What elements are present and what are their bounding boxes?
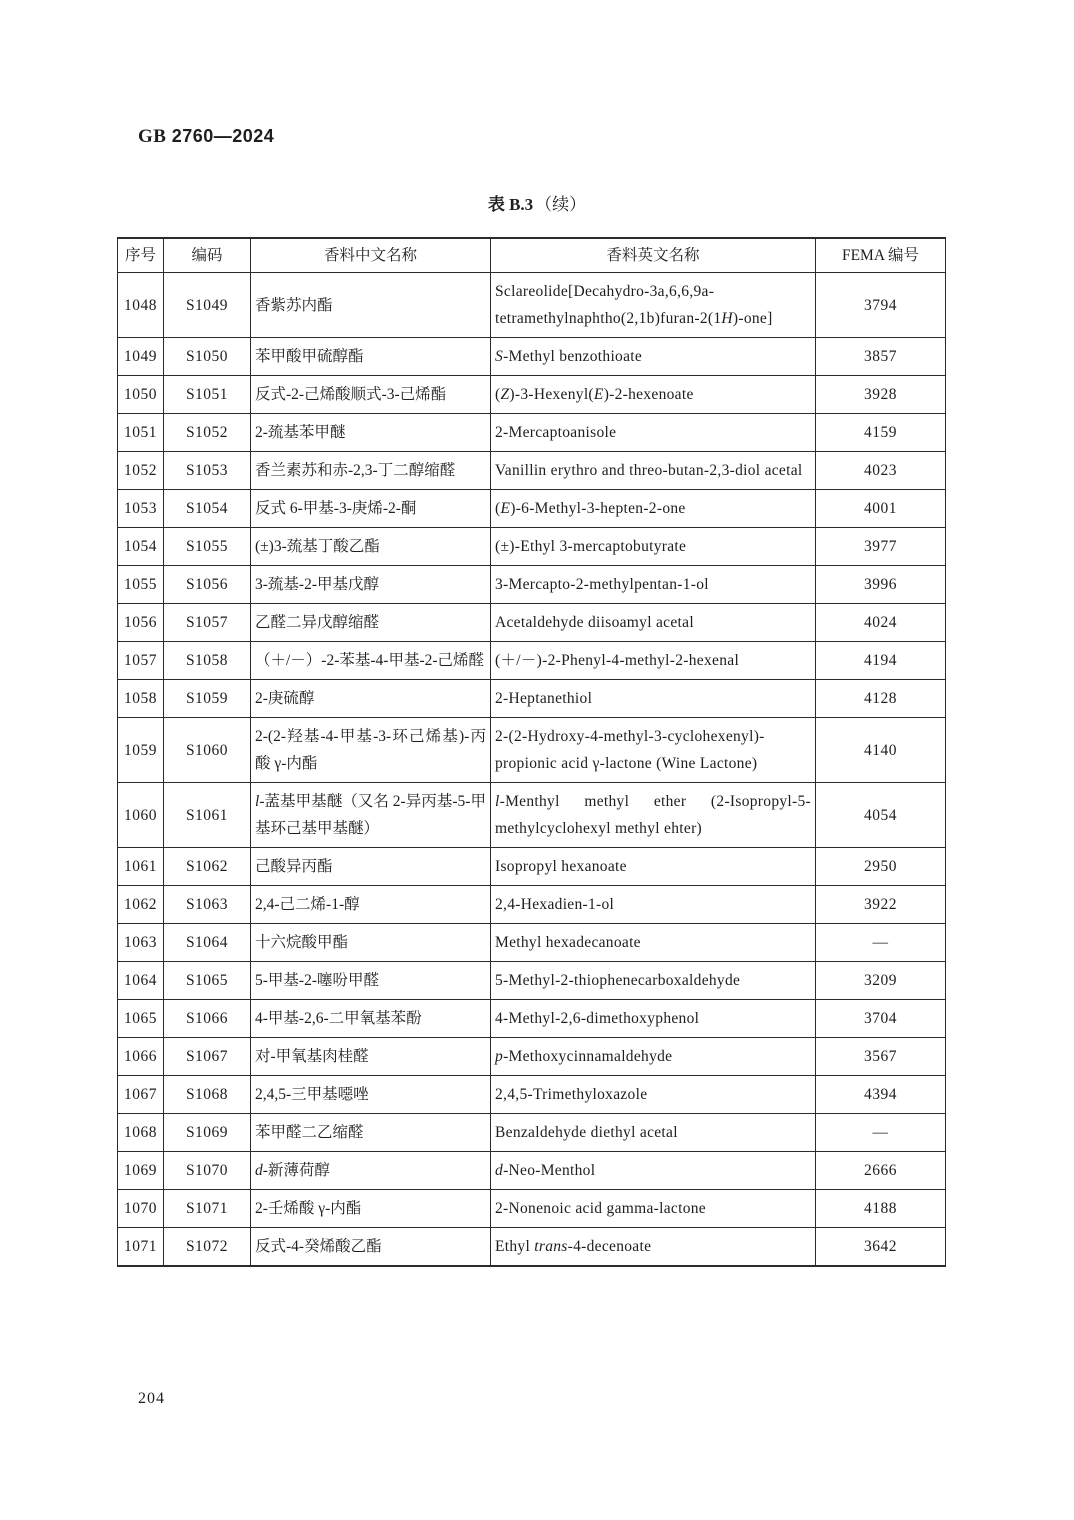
code-cell: S1061 (164, 783, 251, 848)
table-row (118, 1228, 946, 1267)
code-cell: S1058 (164, 642, 251, 680)
en-name-cell: Sclareolide[Decahydro-3a,6,6,9a-tetramethylnaphtho(2,1b)furan-2(1H)-one] (491, 273, 816, 338)
fema-cell: 3928 (816, 376, 946, 414)
col-header-code: 编码 (164, 238, 251, 273)
code-cell: S1053 (164, 452, 251, 490)
fema-cell: 3996 (816, 566, 946, 604)
fema-cell: 4188 (816, 1190, 946, 1228)
cn-name-cell: 反式-2-己烯酸顺式-3-己烯酯 (251, 376, 491, 414)
fema-cell: 3794 (816, 273, 946, 338)
cn-name-cell: 对-甲氧基肉桂醛 (251, 1038, 491, 1076)
en-name-cell: Methyl hexadecanoate (491, 924, 816, 962)
cn-name-cell: 香紫苏内酯 (251, 273, 491, 338)
cn-name-cell: 5-甲基-2-噻吩甲醛 (251, 962, 491, 1000)
cn-name-cell: 乙醛二异戊醇缩醛 (251, 604, 491, 642)
code-cell: S1069 (164, 1114, 251, 1152)
en-name-cell: Isopropyl hexanoate (491, 848, 816, 886)
fema-cell: 3977 (816, 528, 946, 566)
cn-name-cell: 2,4,5-三甲基噁唑 (251, 1076, 491, 1114)
table-header-row (118, 238, 946, 273)
fema-cell: 4140 (816, 718, 946, 783)
table-row (118, 1076, 946, 1114)
fema-cell: 4024 (816, 604, 946, 642)
cn-name-cell: 香兰素苏和赤-2,3-丁二醇缩醛 (251, 452, 491, 490)
en-name-cell: d-Neo-Menthol (491, 1152, 816, 1190)
code-cell: S1065 (164, 962, 251, 1000)
col-header-fema: FEMA 编号 (816, 238, 946, 273)
cn-name-cell: d-新薄荷醇 (251, 1152, 491, 1190)
table-caption-label: 表 B.3 (487, 195, 534, 214)
fema-cell: 4023 (816, 452, 946, 490)
en-name-cell: S-Methyl benzothioate (491, 338, 816, 376)
seq-cell: 1056 (118, 604, 164, 642)
seq-cell: 1064 (118, 962, 164, 1000)
fema-cell: 3922 (816, 886, 946, 924)
en-name-cell: (E)-6-Methyl-3-hepten-2-one (491, 490, 816, 528)
seq-cell: 1048 (118, 273, 164, 338)
cn-name-cell: （＋/－）-2-苯基-4-甲基-2-己烯醛 (251, 642, 491, 680)
cn-name-cell: l-䓝基甲基醚（又名 2-异丙基-5-甲基环己基甲基醚） (251, 783, 491, 848)
col-header-cn-name: 香料中文名称 (251, 238, 491, 273)
cn-name-cell: 2-(2-羟基-4-甲基-3-环己烯基)-丙酸 γ-内酯 (251, 718, 491, 783)
en-name-cell: l-Menthyl methyl ether (2-Isopropyl-5-methylcyclohexyl methyl ehter) (491, 783, 816, 848)
code-cell: S1050 (164, 338, 251, 376)
table-row (118, 848, 946, 886)
code-cell: S1060 (164, 718, 251, 783)
table-row (118, 886, 946, 924)
code-cell: S1052 (164, 414, 251, 452)
seq-cell: 1071 (118, 1228, 164, 1267)
en-name-cell: (±)-Ethyl 3-mercaptobutyrate (491, 528, 816, 566)
table-row (118, 376, 946, 414)
fema-cell: — (816, 924, 946, 962)
fema-cell: 4001 (816, 490, 946, 528)
cn-name-cell: 2,4-己二烯-1-醇 (251, 886, 491, 924)
en-name-cell: 2,4,5-Trimethyloxazole (491, 1076, 816, 1114)
fema-cell: 4194 (816, 642, 946, 680)
seq-cell: 1066 (118, 1038, 164, 1076)
code-cell: S1066 (164, 1000, 251, 1038)
code-cell: S1055 (164, 528, 251, 566)
seq-cell: 1053 (118, 490, 164, 528)
fema-cell: 3567 (816, 1038, 946, 1076)
en-name-cell: 3-Mercapto-2-methylpentan-1-ol (491, 566, 816, 604)
seq-cell: 1068 (118, 1114, 164, 1152)
en-name-cell: 2-Heptanethiol (491, 680, 816, 718)
code-cell: S1071 (164, 1190, 251, 1228)
seq-cell: 1054 (118, 528, 164, 566)
cn-name-cell: 2-壬烯酸 γ-内酯 (251, 1190, 491, 1228)
code-cell: S1064 (164, 924, 251, 962)
en-name-cell: 2-Nonenoic acid gamma-lactone (491, 1190, 816, 1228)
fema-cell: 3857 (816, 338, 946, 376)
cn-name-cell: 2-庚硫醇 (251, 680, 491, 718)
cn-name-cell: 反式-4-癸烯酸乙酯 (251, 1228, 491, 1267)
seq-cell: 1049 (118, 338, 164, 376)
en-name-cell: Vanillin erythro and threo-butan-2,3-diol acetal (491, 452, 816, 490)
seq-cell: 1065 (118, 1000, 164, 1038)
en-name-cell: 2,4-Hexadien-1-ol (491, 886, 816, 924)
cn-name-cell: 2-巯基苯甲醚 (251, 414, 491, 452)
table-caption-continued: （续） (535, 195, 587, 214)
fema-cell: 4394 (816, 1076, 946, 1114)
en-name-cell: Benzaldehyde diethyl acetal (491, 1114, 816, 1152)
col-header-en-name: 香料英文名称 (491, 238, 816, 273)
table-row (118, 490, 946, 528)
table-row (118, 566, 946, 604)
code-cell: S1059 (164, 680, 251, 718)
seq-cell: 1062 (118, 886, 164, 924)
table-row (118, 273, 946, 338)
cn-name-cell: (±)3-巯基丁酸乙酯 (251, 528, 491, 566)
seq-cell: 1061 (118, 848, 164, 886)
en-name-cell: (＋/－)-2-Phenyl-4-methyl-2-hexenal (491, 642, 816, 680)
table-caption (0, 190, 1074, 215)
code-cell: S1054 (164, 490, 251, 528)
col-header-seq: 序号 (118, 238, 164, 273)
code-cell: S1051 (164, 376, 251, 414)
table-row (118, 962, 946, 1000)
en-name-cell: 2-(2-Hydroxy-4-methyl-3-cyclohexenyl)-propionic acid γ-lactone (Wine Lactone) (491, 718, 816, 783)
en-name-cell: Acetaldehyde diisoamyl acetal (491, 604, 816, 642)
en-name-cell: p-Methoxycinnamaldehyde (491, 1038, 816, 1076)
fema-cell: 3642 (816, 1228, 946, 1267)
table-row (118, 1114, 946, 1152)
table-body (118, 273, 946, 1267)
cn-name-cell: 十六烷酸甲酯 (251, 924, 491, 962)
fema-cell: 2666 (816, 1152, 946, 1190)
seq-cell: 1070 (118, 1190, 164, 1228)
en-name-cell: 4-Methyl-2,6-dimethoxyphenol (491, 1000, 816, 1038)
cn-name-cell: 4-甲基-2,6-二甲氧基苯酚 (251, 1000, 491, 1038)
cn-name-cell: 反式 6-甲基-3-庚烯-2-酮 (251, 490, 491, 528)
seq-cell: 1052 (118, 452, 164, 490)
en-name-cell: (Z)-3-Hexenyl(E)-2-hexenoate (491, 376, 816, 414)
en-name-cell: 5-Methyl-2-thiophenecarboxaldehyde (491, 962, 816, 1000)
seq-cell: 1050 (118, 376, 164, 414)
cn-name-cell: 苯甲醛二乙缩醛 (251, 1114, 491, 1152)
table-row (118, 1000, 946, 1038)
code-cell: S1072 (164, 1228, 251, 1267)
table-row (118, 1152, 946, 1190)
seq-cell: 1069 (118, 1152, 164, 1190)
seq-cell: 1055 (118, 566, 164, 604)
table-row (118, 338, 946, 376)
document-code-prefix: GB (138, 126, 167, 147)
table-row (118, 528, 946, 566)
seq-cell: 1060 (118, 783, 164, 848)
seq-cell: 1058 (118, 680, 164, 718)
table-row (118, 924, 946, 962)
document-code (138, 126, 274, 148)
page-number: 204 (138, 1390, 165, 1407)
code-cell: S1057 (164, 604, 251, 642)
seq-cell: 1051 (118, 414, 164, 452)
flavoring-substances-table (117, 237, 946, 1267)
code-cell: S1049 (164, 273, 251, 338)
table-row (118, 604, 946, 642)
table-row (118, 718, 946, 783)
code-cell: S1056 (164, 566, 251, 604)
code-cell: S1067 (164, 1038, 251, 1076)
table-row (118, 414, 946, 452)
code-cell: S1068 (164, 1076, 251, 1114)
seq-cell: 1063 (118, 924, 164, 962)
document-code-number: 2760—2024 (171, 126, 275, 146)
fema-cell: 3704 (816, 1000, 946, 1038)
fema-cell: 4054 (816, 783, 946, 848)
code-cell: S1063 (164, 886, 251, 924)
cn-name-cell: 苯甲酸甲硫醇酯 (251, 338, 491, 376)
seq-cell: 1059 (118, 718, 164, 783)
fema-cell: 2950 (816, 848, 946, 886)
seq-cell: 1067 (118, 1076, 164, 1114)
fema-cell: — (816, 1114, 946, 1152)
code-cell: S1070 (164, 1152, 251, 1190)
table-row (118, 680, 946, 718)
cn-name-cell: 己酸异丙酯 (251, 848, 491, 886)
table-row (118, 1190, 946, 1228)
table-row (118, 1038, 946, 1076)
en-name-cell: Ethyl trans-4-decenoate (491, 1228, 816, 1267)
cn-name-cell: 3-巯基-2-甲基戊醇 (251, 566, 491, 604)
en-name-cell: 2-Mercaptoanisole (491, 414, 816, 452)
table-row (118, 783, 946, 848)
seq-cell: 1057 (118, 642, 164, 680)
fema-cell: 4128 (816, 680, 946, 718)
fema-cell: 4159 (816, 414, 946, 452)
fema-cell: 3209 (816, 962, 946, 1000)
code-cell: S1062 (164, 848, 251, 886)
table-row (118, 642, 946, 680)
table-row (118, 452, 946, 490)
